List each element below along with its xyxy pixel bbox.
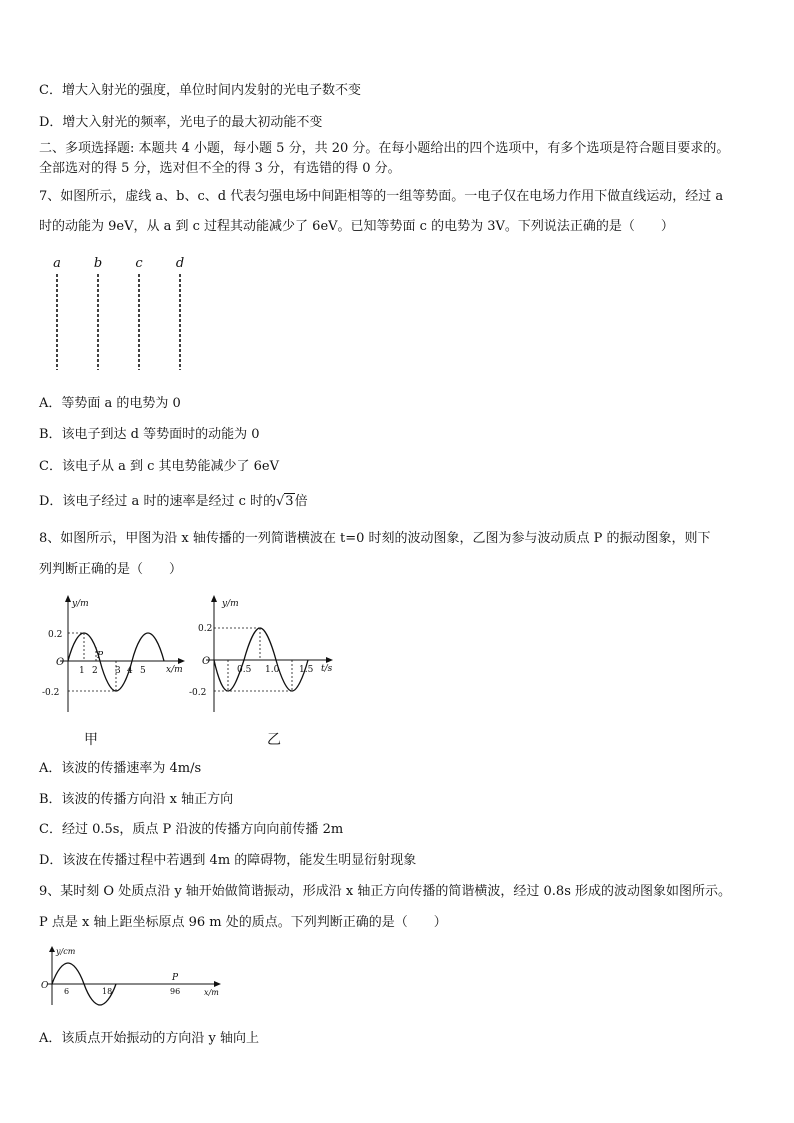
xtick-1-5: 1.5 — [299, 665, 314, 675]
xtick-18: 18 — [102, 987, 113, 996]
xtick-6: 6 — [64, 987, 70, 996]
question-7-stem-2: 时的动能为 9eV，从 a 到 c 过程其动能减少了 6eV。已知等势面 c 的电势为 3V。下列说法正确的是（ ） — [39, 219, 674, 234]
ytick-pos: 0.2 — [48, 630, 63, 640]
figure-equipotential-lines — [40, 252, 210, 377]
figure-caption-jia: 甲 — [84, 732, 98, 748]
sqrt-radicand: 3 — [285, 494, 294, 509]
point-p-label: P — [172, 973, 179, 983]
figure-wave-graph — [40, 592, 190, 752]
question-8-option-b: B．该波的传播方向沿 x 轴正方向 — [39, 792, 234, 807]
xtick-3: 3 — [115, 666, 121, 676]
label-a: a — [53, 256, 61, 271]
origin-label: O — [56, 657, 65, 668]
xtick-2: 2 — [92, 666, 98, 676]
question-7-option-a: A．等势面 a 的电势为 0 — [39, 396, 181, 411]
y-axis-label: y/cm — [56, 947, 76, 956]
xtick-0-5: 0.5 — [237, 665, 252, 675]
option-d-text: D．该电子经过 a 时的速率是经过 c 时的 — [39, 494, 276, 509]
question-7-option-b: B．该电子到达 d 等势面时的动能为 0 — [39, 427, 260, 442]
x-axis-label: x/m — [204, 988, 219, 997]
x-axis-label: t/s — [321, 664, 333, 674]
point-p-label: P — [97, 651, 104, 661]
section-instructions: 全部选对的得 5 分，选对但不全的得 3 分，有选错的得 0 分。 — [39, 161, 401, 176]
xtick-4: 4 — [127, 666, 133, 676]
figure-wave-graph-9 — [38, 943, 228, 1008]
ytick-neg: -0.2 — [189, 688, 207, 698]
option-c-prev: C．增大入射光的强度，单位时间内发射的光电子数不变 — [39, 83, 361, 98]
sqrt-expression: √3 — [275, 494, 294, 509]
figure-vibration-graph — [190, 592, 350, 752]
question-8-stem-1: 8、如图所示，甲图为沿 x 轴传播的一列简谐横波在 t=0 时刻的波动图象，乙图为参与波动质点 P 的振动图象，则下 — [39, 531, 711, 546]
question-7-option-c: C．该电子从 a 到 c 其电势能减少了 6eV — [39, 459, 279, 474]
label-c: c — [135, 256, 143, 271]
y-axis-label: y/m — [72, 599, 89, 609]
question-8-option-c: C．经过 0.5s，质点 P 沿波的传播方向向前传播 2m — [39, 822, 344, 837]
question-7-stem-1: 7、如图所示，虚线 a、b、c、d 代表匀强电场中间距相等的一组等势面。一电子仅在电场力作用下做直线运动，经过 a — [39, 189, 724, 204]
figure-caption-yi: 乙 — [267, 732, 281, 748]
question-8-stem-2: 列判断正确的是（ ） — [39, 562, 183, 577]
question-8-option-a: A．该波的传播速率为 4m/s — [39, 761, 202, 776]
option-d-suffix: 倍 — [294, 494, 308, 509]
origin-label: O — [202, 656, 211, 667]
xtick-1-0: 1.0 — [265, 665, 280, 675]
question-9-stem-1: 9、某时刻 O 处质点沿 y 轴开始做简谐振动，形成沿 x 轴正方向传播的简谐横波，经过 0.8s 形成的波动图象如图所示。 — [39, 884, 732, 899]
y-axis-label: y/m — [222, 599, 239, 609]
question-9-stem-2: P 点是 x 轴上距坐标原点 96 m 处的质点。下列判断正确的是（ ） — [39, 915, 447, 930]
xtick-5: 5 — [140, 666, 146, 676]
section-heading: 二、多项选择题: 本题共 4 小题，每小题 5 分，共 20 分。在每小题给出的四个选项中，有多个选项是符合题目要求的。 — [39, 141, 730, 156]
ytick-neg: -0.2 — [42, 688, 60, 698]
question-7-option-d — [39, 494, 308, 510]
option-d-prev: D．增大入射光的频率，光电子的最大初动能不变 — [39, 115, 323, 130]
origin-label: O — [41, 981, 49, 991]
question-9-option-a: A．该质点开始振动的方向沿 y 轴向上 — [39, 1031, 259, 1046]
xtick-96: 96 — [170, 987, 181, 996]
ytick-pos: 0.2 — [198, 624, 213, 634]
label-b: b — [93, 256, 103, 271]
question-8-option-d: D．该波在传播过程中若遇到 4m 的障碍物，能发生明显衍射现象 — [39, 853, 417, 868]
x-axis-label: x/m — [166, 665, 183, 675]
label-d: d — [175, 256, 185, 271]
xtick-1: 1 — [79, 666, 85, 676]
